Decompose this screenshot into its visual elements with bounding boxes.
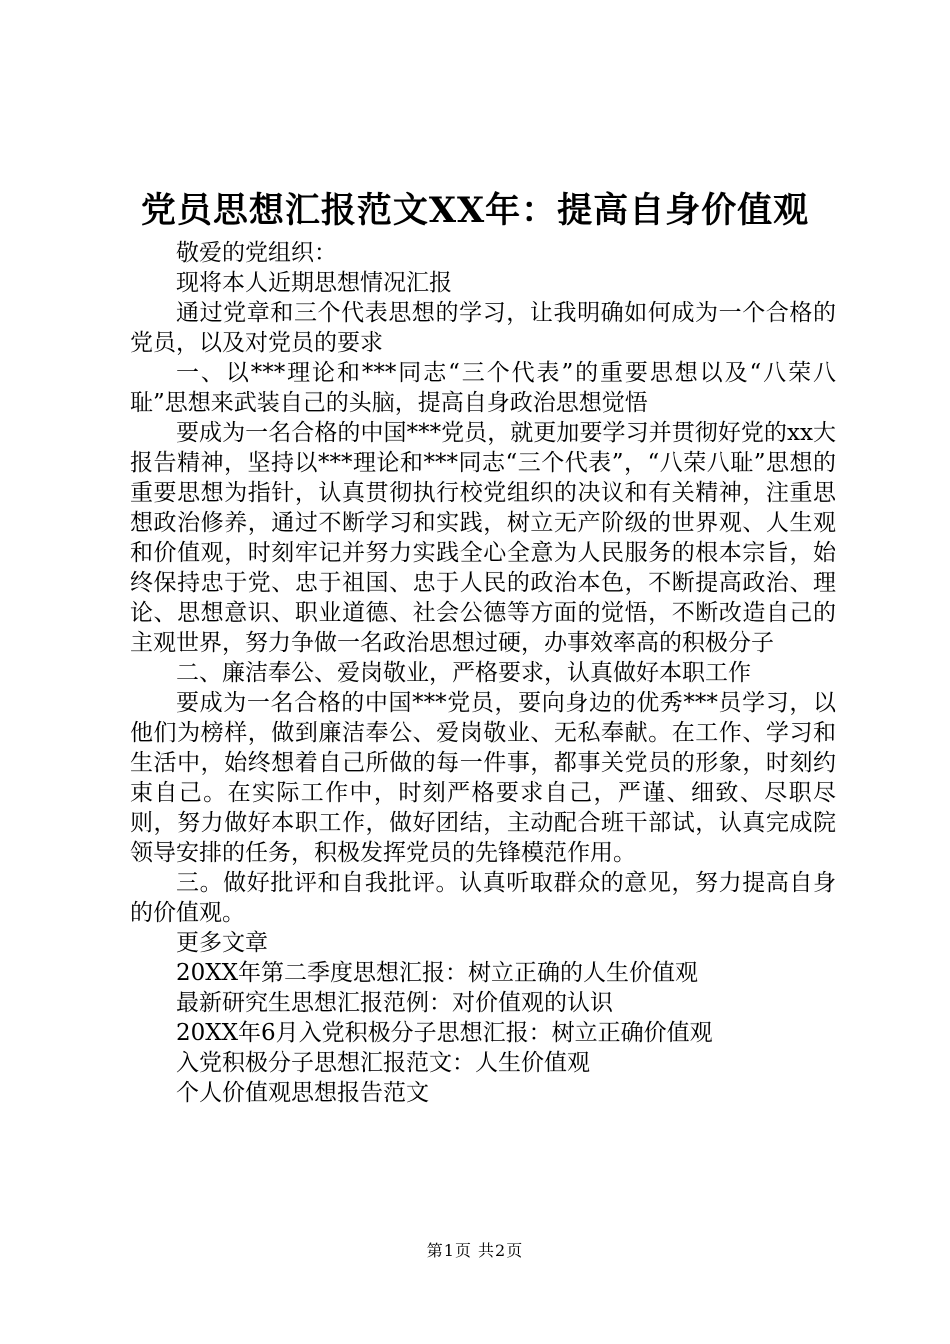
intro-line: 现将本人近期思想情况汇报 — [176, 270, 452, 296]
related-article-link[interactable]: 入党积极分子思想汇报范文：人生价值观 — [176, 1050, 590, 1076]
document-title: 党员思想汇报范文XX年：提高自身价值观 — [140, 190, 810, 231]
section-heading-3: 三。做好批评和自我批评。认真听取群众的意见，努力提高自身的价值观。 — [130, 870, 836, 926]
paragraph-section-1: 要成为一名合格的中国***党员，就更加要学习并贯彻好党的xx大报告精神，坚持以***理论和***同志“三个代表”，“八荣八耻”思想的重要思想为指针，认真贯彻执行校党组织的决议和有关精神，注重思想政治修养，通过不断学习和实践，树立无产阶级的世界观、人生观和价值观，时刻牢记并努力实践全心全意为人民服务的根本宗旨，始终保持忠于党、忠于祖国、忠于人民的政治本色，不断提高政治、理论、思想意识、职业道德、社会公德等方面的觉悟，不断改造自己的主观世界，努力争做一名政治思想过硬，办事效率高的积极分子 — [130, 420, 836, 656]
document-body — [130, 238, 836, 1108]
section-heading-1: 一、以***理论和***同志“三个代表”的重要思想以及“八荣八耻”思想来武装自己的头脑，提高自身政治思想觉悟 — [130, 360, 836, 416]
related-article-link[interactable]: 最新研究生思想汇报范例：对价值观的认识 — [176, 990, 613, 1016]
more-articles-heading: 更多文章 — [176, 930, 268, 956]
page-footer: 第1页 共2页 — [426, 1241, 524, 1260]
section-heading-2: 二、廉洁奉公、爱岗敬业，严格要求，认真做好本职工作 — [176, 660, 751, 686]
salutation: 敬爱的党组织： — [176, 240, 337, 266]
paragraph-section-2: 要成为一名合格的中国***党员，要向身边的优秀***员学习，以他们为榜样，做到廉洁奉公、爱岗敬业、无私奉献。在工作、学习和生活中，始终想着自己所做的每一件事，都事关党员的形象，时刻约束自己。在实际工作中，时刻严格要求自己，严谨、细致、尽职尽则，努力做好本职工作，做好团结，主动配合班干部试，认真完成院领导安排的任务，积极发挥党员的先锋模范作用。 — [130, 690, 836, 866]
related-article-link[interactable]: 20XX年6月入党积极分子思想汇报：树立正确价值观 — [176, 1020, 713, 1046]
related-articles-list — [130, 958, 836, 1108]
related-article-link[interactable]: 个人价值观思想报告范文 — [176, 1080, 429, 1106]
related-article-link[interactable]: 20XX年第二季度思想汇报：树立正确的人生价值观 — [176, 960, 699, 986]
paragraph-intro: 通过党章和三个代表思想的学习，让我明确如何成为一个合格的党员，以及对党员的要求 — [130, 300, 836, 356]
